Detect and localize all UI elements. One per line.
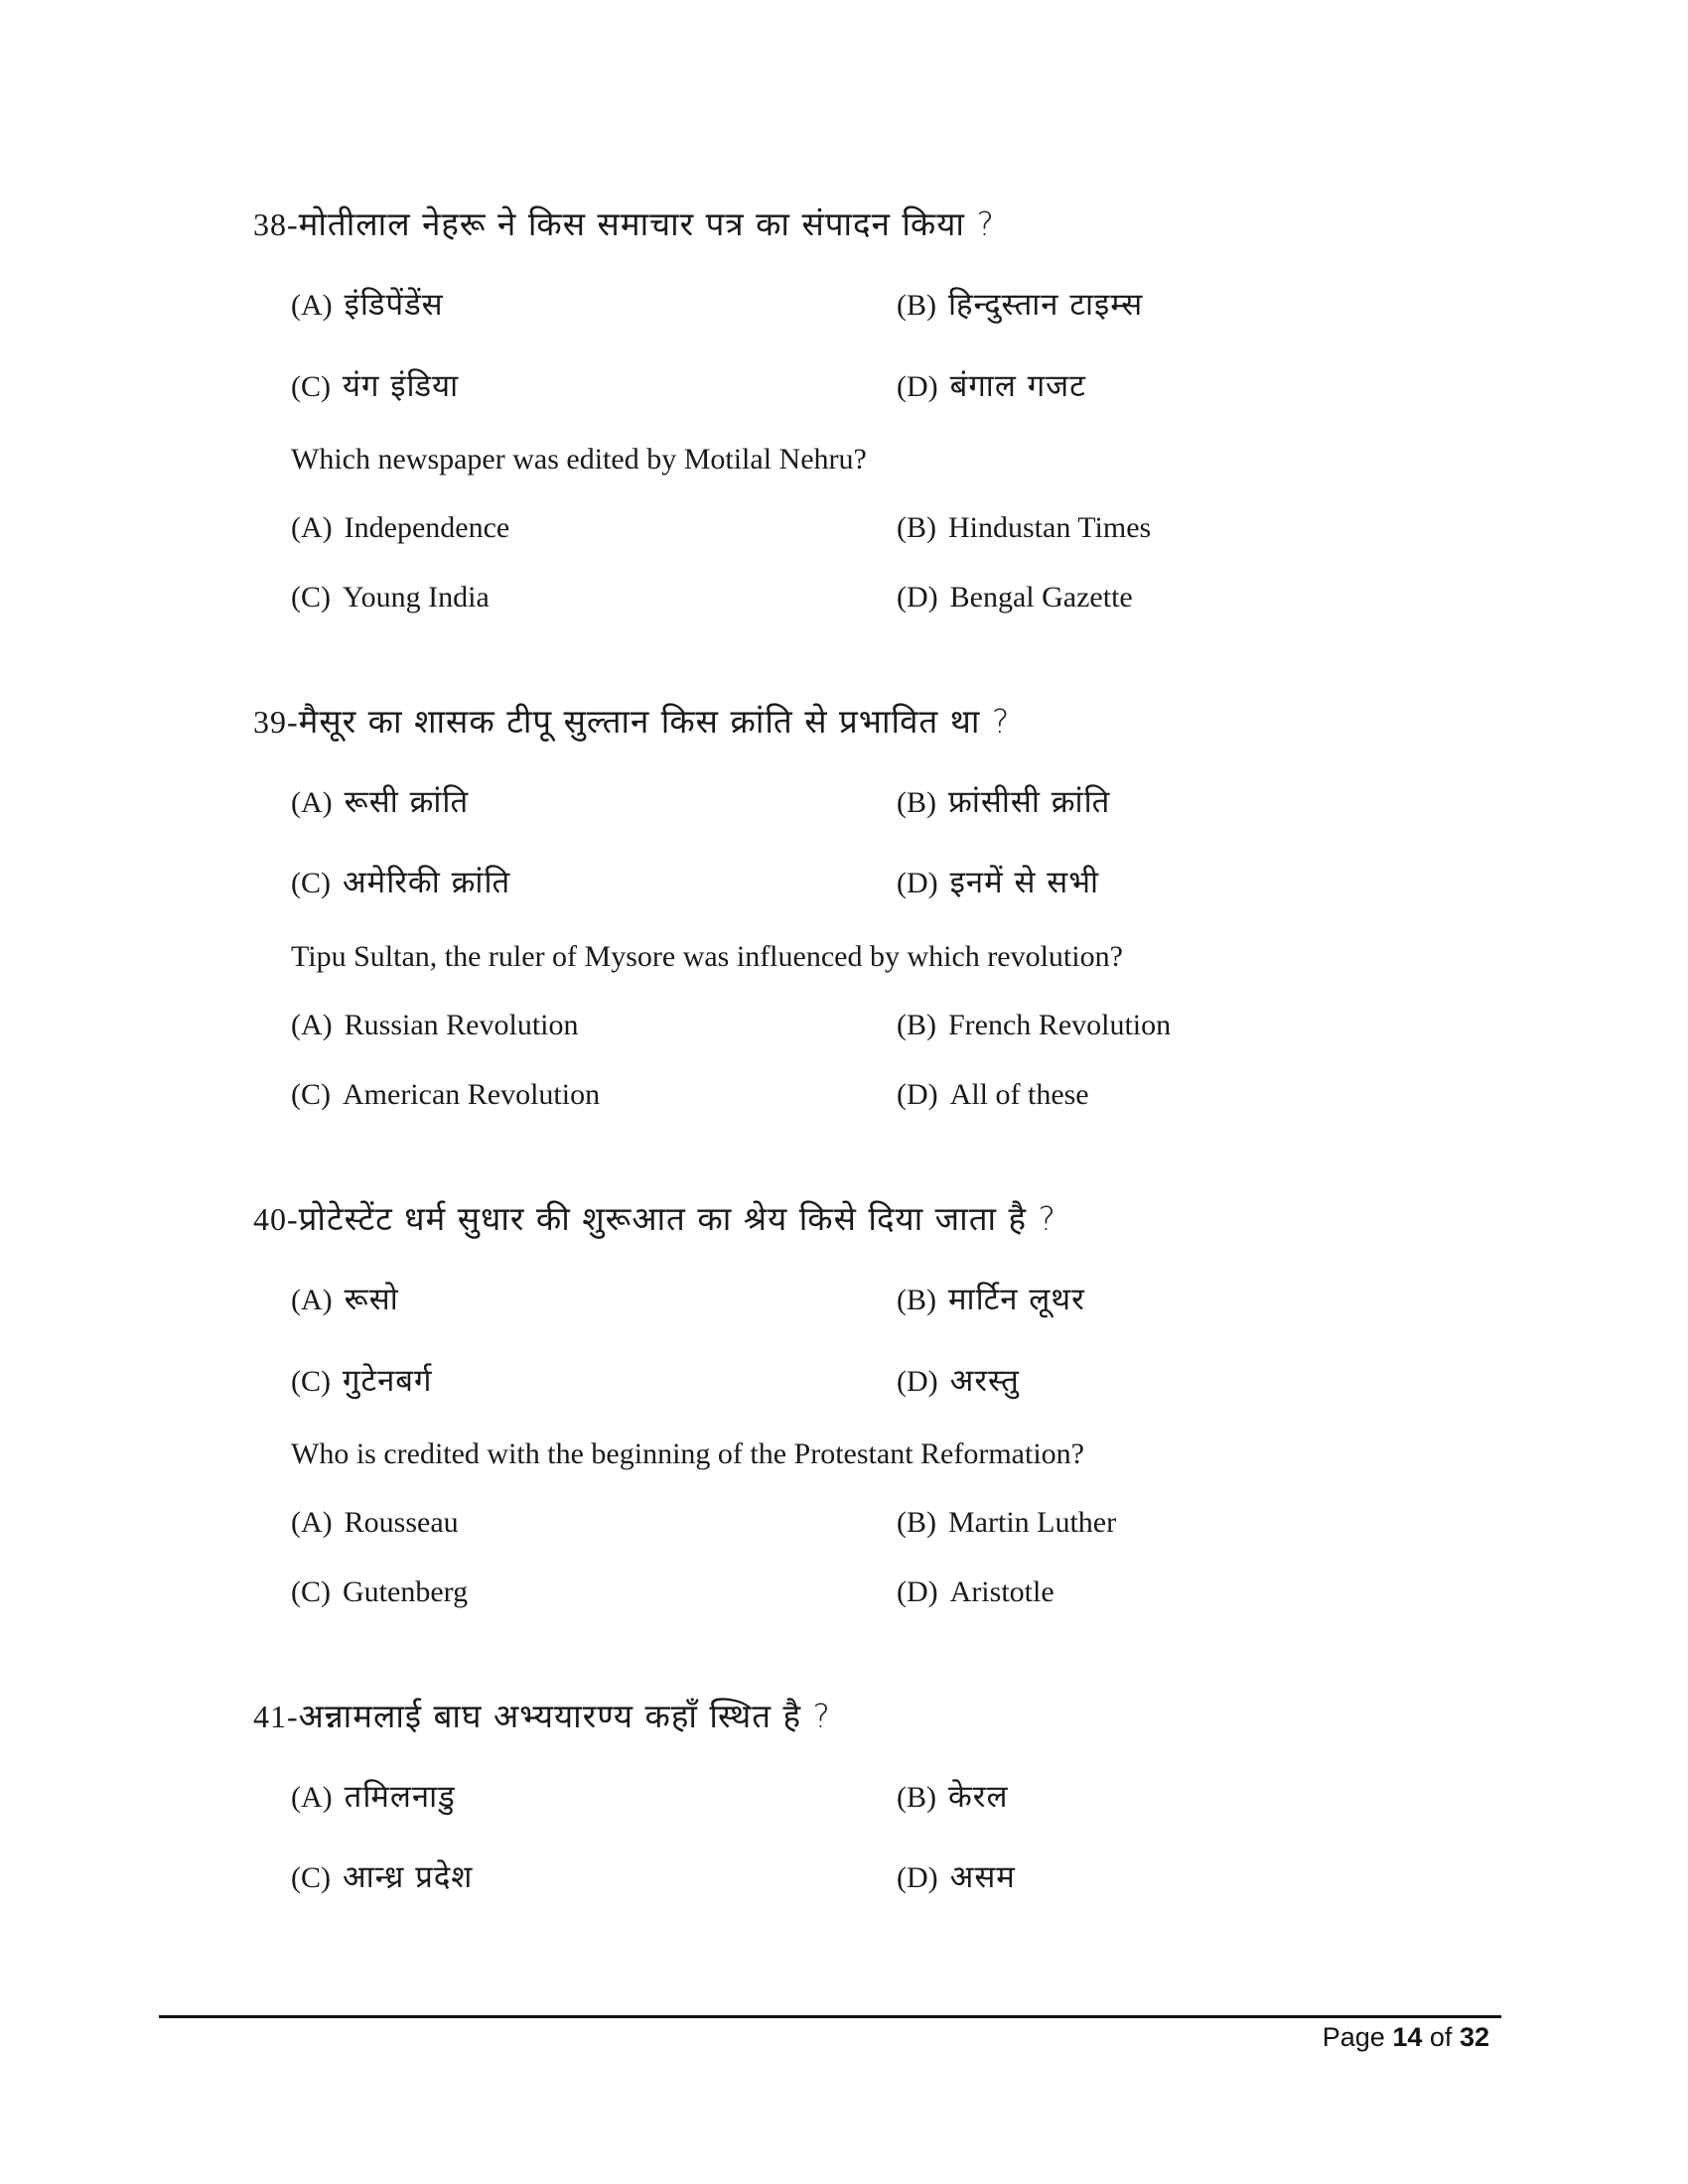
option-c-hindi <box>291 364 459 406</box>
option-d-english <box>897 1575 1055 1609</box>
option-label: (A) <box>291 1284 333 1316</box>
option-d-english <box>897 1078 1089 1112</box>
option-label: (C) <box>291 867 331 899</box>
option-text: फ्रांसीसी क्रांति <box>948 784 1111 820</box>
option-text: Martin Luther <box>948 1506 1117 1539</box>
question-english: Who is credited with the beginning of the Protestant Reformation? <box>291 1437 1084 1470</box>
option-c-hindi <box>291 1855 473 1897</box>
question-hindi: मैसूर का शासक टीपू सुल्तान किस क्रांति से प्रभावित था ? <box>298 702 1011 741</box>
option-text: मार्टिन लूथर <box>948 1282 1085 1317</box>
option-label: (A) <box>291 786 333 819</box>
option-text: इंडिपेंडेंस <box>344 287 444 323</box>
option-text: रूसी क्रांति <box>344 784 470 820</box>
option-text: केरल <box>948 1779 1009 1815</box>
option-a-hindi <box>291 780 469 822</box>
option-a-english <box>291 1506 459 1540</box>
option-text: American Revolution <box>343 1078 601 1111</box>
option-text: यंग इंडिया <box>343 368 460 404</box>
option-d-hindi <box>897 861 1099 902</box>
option-text: इनमें से सभी <box>949 865 1100 900</box>
option-label: (D) <box>897 1575 938 1608</box>
option-d-hindi <box>897 1855 1016 1897</box>
option-label: (B) <box>897 1506 936 1539</box>
option-a-hindi <box>291 1278 399 1319</box>
question-hindi-text <box>253 1693 831 1737</box>
option-label: (D) <box>897 1078 938 1111</box>
option-a-hindi <box>291 283 444 325</box>
question-hindi-text <box>253 698 1010 743</box>
question-hindi: प्रोटेस्टेंट धर्म सुधार की शुरूआत का श्रेय किसे दिया जाता है ? <box>298 1199 1057 1238</box>
option-text: Russian Revolution <box>344 1009 579 1041</box>
option-text: Hindustan Times <box>948 511 1152 544</box>
option-text: अरस्तु <box>949 1363 1020 1399</box>
option-a-english <box>291 1009 579 1042</box>
option-label: (D) <box>897 370 938 403</box>
option-text: असम <box>949 1859 1016 1895</box>
option-d-hindi <box>897 364 1086 406</box>
question-hindi-text <box>253 201 995 245</box>
option-text: Young India <box>343 581 490 614</box>
option-label: (C) <box>291 1575 331 1608</box>
question-number: 38- <box>253 206 299 242</box>
option-a-hindi <box>291 1775 456 1817</box>
question-number: 40- <box>253 1201 299 1237</box>
option-c-english <box>291 1575 468 1609</box>
footer-divider <box>159 2015 1501 2018</box>
option-text: French Revolution <box>948 1009 1172 1041</box>
option-b-english <box>897 1009 1171 1042</box>
option-label: (C) <box>291 1861 331 1894</box>
option-text: Gutenberg <box>343 1575 469 1608</box>
option-b-hindi <box>897 1775 1009 1817</box>
option-label: (B) <box>897 289 936 322</box>
option-label: (D) <box>897 1365 938 1398</box>
option-c-hindi <box>291 1359 432 1401</box>
option-text: Independence <box>344 511 510 544</box>
question-number: 41- <box>253 1699 299 1734</box>
option-label: (C) <box>291 1078 331 1111</box>
option-a-english <box>291 511 509 545</box>
option-label: (B) <box>897 1284 936 1316</box>
question-number: 39- <box>253 704 299 740</box>
option-c-english <box>291 1078 600 1112</box>
option-text: बंगाल गजट <box>949 368 1086 404</box>
page-current: 14 <box>1392 2022 1423 2052</box>
option-text: Aristotle <box>949 1575 1055 1608</box>
option-label: (A) <box>291 289 333 322</box>
option-b-hindi <box>897 780 1110 822</box>
option-b-hindi <box>897 1278 1085 1319</box>
question-english: Tipu Sultan, the ruler of Mysore was influenced by which revolution? <box>291 940 1123 973</box>
option-text: तमिलनाडु <box>344 1779 456 1815</box>
option-text: अमेरिकी क्रांति <box>343 865 511 900</box>
option-b-english <box>897 1506 1116 1540</box>
option-label: (B) <box>897 511 936 544</box>
option-label: (C) <box>291 581 331 614</box>
option-text: हिन्दुस्तान टाइम्स <box>948 287 1144 323</box>
option-d-hindi <box>897 1359 1020 1401</box>
option-label: (D) <box>897 1861 938 1894</box>
option-b-english <box>897 511 1151 545</box>
page-number <box>1323 2022 1489 2053</box>
question-hindi: मोतीलाल नेहरू ने किस समाचार पत्र का संपादन किया ? <box>298 205 995 243</box>
option-label: (B) <box>897 786 936 819</box>
option-label: (D) <box>897 581 938 614</box>
option-text: All of these <box>949 1078 1089 1111</box>
page-word: Page <box>1322 2022 1385 2052</box>
option-label: (A) <box>291 511 333 544</box>
option-label: (A) <box>291 1781 333 1814</box>
option-label: (A) <box>291 1009 333 1041</box>
option-text: आन्ध्र प्रदेश <box>343 1859 474 1895</box>
option-b-hindi <box>897 283 1143 325</box>
option-label: (B) <box>897 1781 936 1814</box>
page-total: 32 <box>1459 2022 1489 2052</box>
option-label: (A) <box>291 1506 333 1539</box>
of-word: of <box>1429 2022 1453 2052</box>
option-text: Rousseau <box>344 1506 459 1539</box>
option-text: Bengal Gazette <box>949 581 1133 614</box>
option-label: (B) <box>897 1009 936 1041</box>
option-c-english <box>291 581 490 614</box>
question-hindi-text <box>253 1195 1056 1240</box>
option-label: (C) <box>291 370 331 403</box>
option-text: गुटेनबर्ग <box>343 1363 433 1399</box>
option-label: (C) <box>291 1365 331 1398</box>
question-hindi: अन्नामलाई बाघ अभ्ययारण्य कहाँ स्थित है ? <box>298 1697 832 1735</box>
option-c-hindi <box>291 861 510 902</box>
option-text: रूसो <box>344 1282 399 1317</box>
question-english: Which newspaper was edited by Motilal Nehru? <box>291 443 867 476</box>
option-d-english <box>897 581 1133 614</box>
option-label: (D) <box>897 867 938 899</box>
